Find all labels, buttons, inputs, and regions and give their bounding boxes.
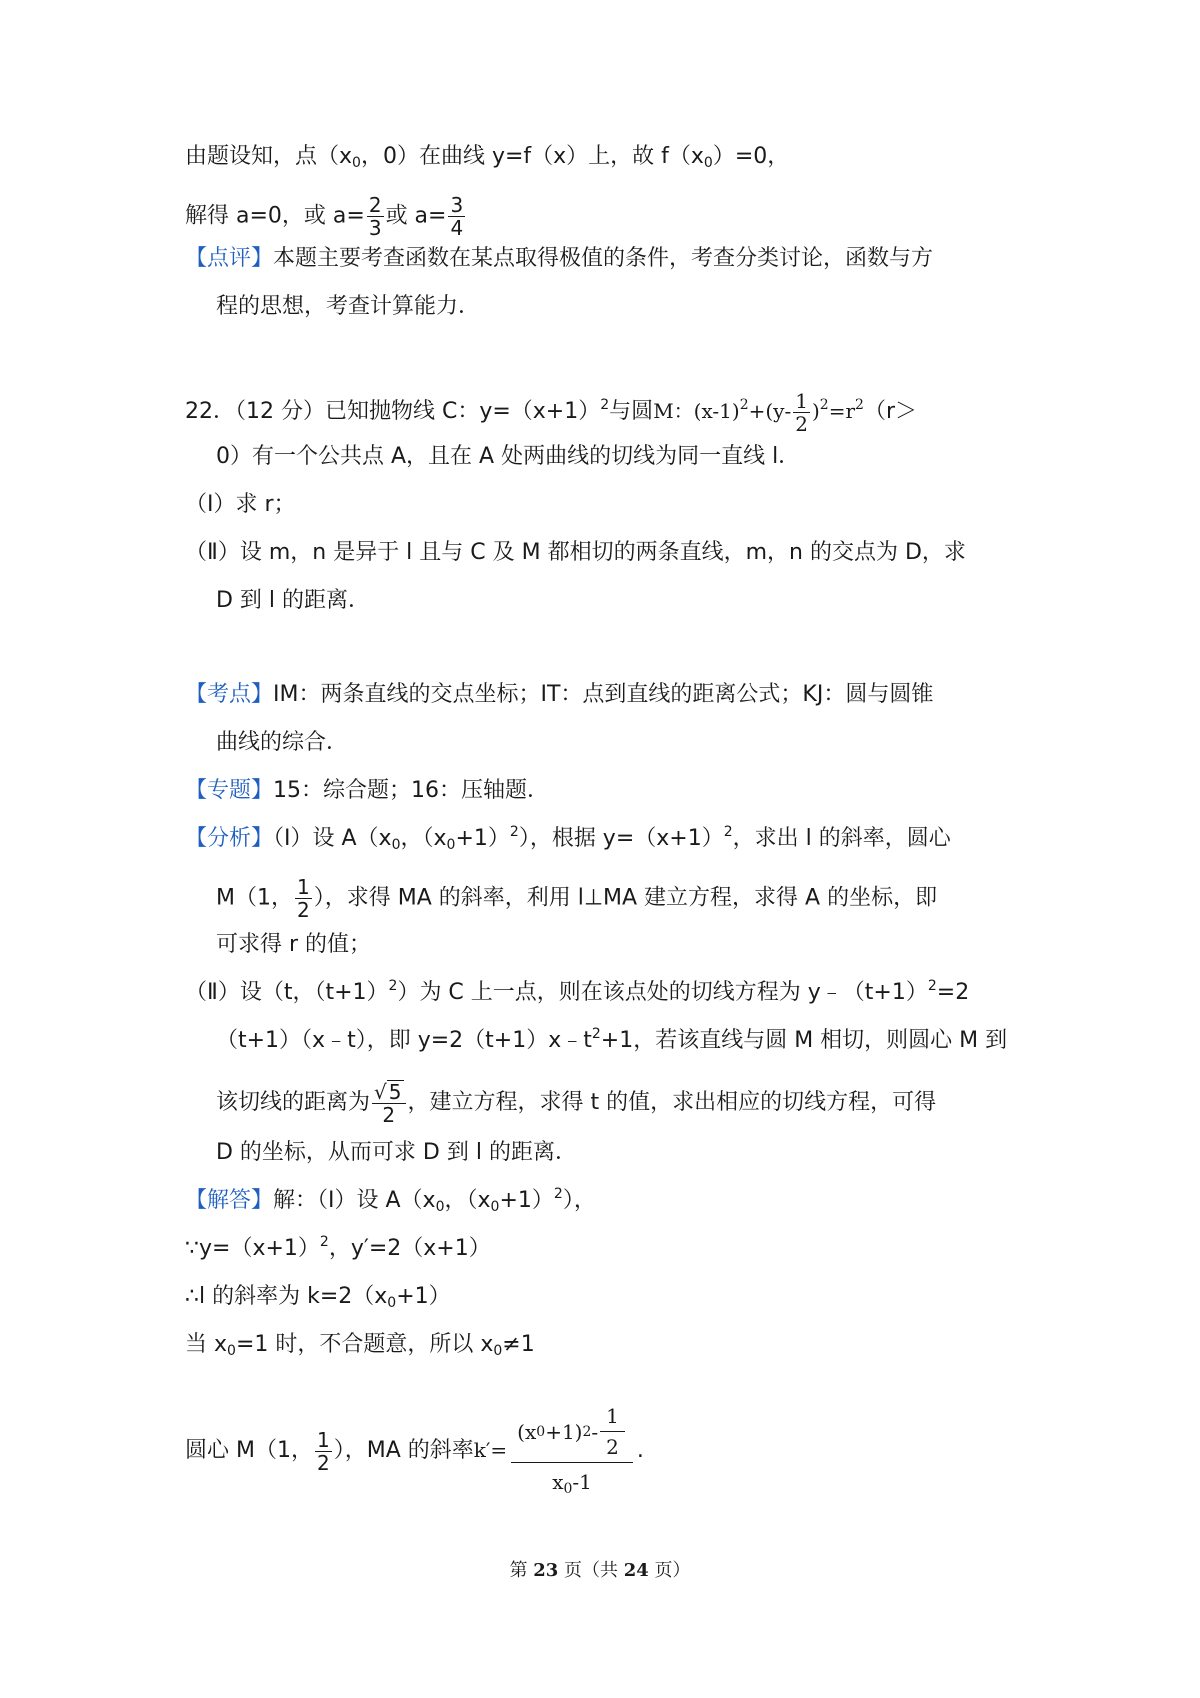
fraction-one-half: $\frac{1}{2}$ [296,875,310,922]
tag-review: 【点评】 [185,246,274,271]
line-analysis-4: （Ⅱ）设（t，$(t+1)^2$）为 C 上一点，则在该点处的切线方程为 $y﹣(t+1)^2=2$ [185,978,970,1005]
line-part-1: （Ⅰ）求 r； [185,492,296,517]
line-key-points: 【考点】IM：两条直线的交点坐标；IT：点到直线的距离公式；KJ：圆与圆锥 [185,682,934,707]
tag-topic: 【专题】 [185,778,274,803]
line-answer-5: 圆心 M（1， $\frac{1}{2}$ ），MA 的斜率k′= (x 0 +1) 2 - $\frac{1}{2}$ $x_0-1$ . [185,1404,644,1497]
line-part-2: （Ⅱ）设 m，n 是异于 l 且与 C 及 M 都相切的两条直线，m，n 的交点为 D，求 [185,540,966,565]
slope-fraction: (x 0 +1) 2 - $\frac{1}{2}$ $x_0-1$ [511,1405,633,1497]
line-review: 【点评】本题主要考查函数在某点取得极值的条件，考查分类讨论，函数与方 [185,246,934,271]
line-answer-3: ∴l 的斜率为 $k=2(x_0+1)$ [185,1284,451,1311]
line-problem-22-cont: 0）有一个公共点 A，且在 A 处两曲线的切线为同一直线 l． [216,444,801,469]
fraction-three-quarters: $\frac{3}{4}$ [450,193,464,240]
line-key-points-cont: 曲线的综合． [216,730,349,755]
fraction-two-thirds: $\frac{2}{3}$ [368,193,382,240]
page-number: 23 [533,1560,559,1581]
line-problem-22: 22．（12 分）已知抛物线 C：$y=(x+1)^2$与圆M：$(x-1)^2+(y-$ $\frac{1}{2}$ )$^2=r^2(r>$ [185,389,917,436]
fraction-one-half-b: $\frac{1}{2}$ [316,1427,330,1475]
line-analysis: 【分析】（Ⅰ）设 $A(x_0$，$(x_0+1)^2$），根据 $y=(x+1)^2$，求出 l 的斜率，圆心 [185,824,951,853]
page-total: 24 [623,1560,649,1581]
line-topic: 【专题】15：综合题；16：压轴题． [185,778,550,803]
line-analysis-7: D 的坐标，从而可求 D 到 l 的距离． [216,1140,577,1165]
line-solution-a: 解得 a=0，或 a= $\frac{2}{3}$ 或 a= $\frac{3}{4}$ [185,193,464,240]
line-premise: 由题设知，点（$x_0$，0）在曲线 y=f（x）上，故 $f(x_0)=0$， [185,144,790,171]
fraction-sqrt5-over-2: $\frac{√ 5}{2}$ [372,1080,405,1126]
tag-answer: 【解答】 [185,1188,274,1213]
circle-equation: M：$(x-1)^2+(y-$ $\frac{1}{2}$ )$^2=r^2$ [653,389,864,436]
line-answer-2: $\because y=(x+1)^2$，y′=2（x+1） [185,1234,491,1261]
line-part-2-cont: D 到 l 的距离． [216,588,371,613]
line-answer: 【解答】解：（Ⅰ）设 $A(x_0$，$(x_0+1)^2$）， [185,1186,596,1215]
line-answer-4: 当 $x_0=1$ 时，不合题意，所以 $x_0\ne 1$ [185,1332,535,1359]
tag-key-points: 【考点】 [185,682,274,707]
page-footer: 第 23 页（共 24 页） [509,1560,691,1581]
line-analysis-5: （t+1）（x﹣t），即 $y=2(t+1)x﹣t^2+1$，若该直线与圆 M 相切，则圆心 M 到 [216,1026,1008,1053]
tag-analysis: 【分析】 [185,826,274,851]
line-analysis-2: M（1， $\frac{1}{2}$ ），求得 MA 的斜率，利用 l⊥MA 建立方程，求得 A 的坐标，即 [216,875,938,922]
line-analysis-6: 该切线的距离为 $\frac{√ 5}{2}$ ，建立方程，求得 t 的值，求出相应的切线方程，可得 [216,1080,937,1127]
line-analysis-3: 可求得 r 的值； [216,932,372,957]
line-review-cont: 程的思想，考查计算能力． [216,294,481,319]
